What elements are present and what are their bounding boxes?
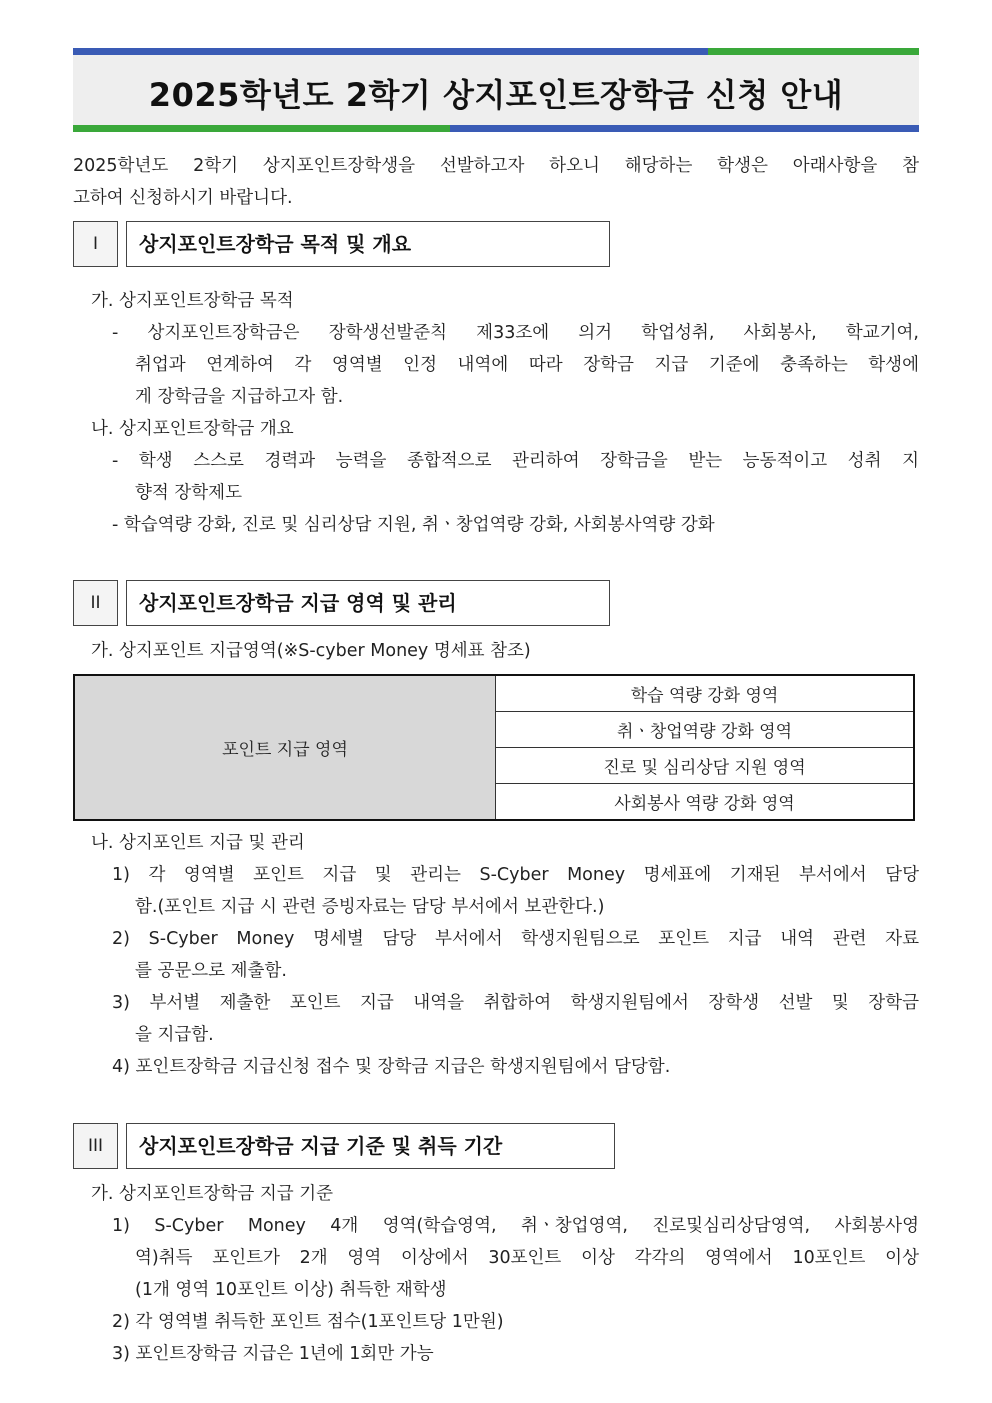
section-3-number: III (73, 1123, 118, 1169)
table-cell: 학습 역량 강화 영역 (496, 675, 915, 712)
section-2-title: 상지포인트장학금 지급 영역 및 관리 (126, 580, 610, 626)
table-cell: 취ㆍ창업역량 강화 영역 (496, 712, 915, 748)
point-area-table (73, 674, 915, 821)
intro-line-1: 2025학년도 2학기 상지포인트장학생을 선발하고자 하오니 해당하는 학생은 아래사항을 참 (73, 156, 919, 176)
table-header-cell: 포인트 지급 영역 (74, 675, 496, 820)
sec2-item-1-line1: 1) 각 영역별 포인트 지급 및 관리는 S-Cyber Money 명세표에 기재된 부서에서 담당 (112, 865, 919, 885)
title-banner (73, 48, 919, 132)
table-cell: 진로 및 심리상담 지원 영역 (496, 748, 915, 784)
sec3-item-1-line3: (1개 영역 10포인트 이상) 취득한 재학생 (135, 1280, 447, 1300)
sec3-item-3: 3) 포인트장학금 지급은 1년에 1회만 가능 (112, 1344, 434, 1364)
sec2-item-2-line2: 를 공문으로 제출함. (135, 961, 287, 981)
sec3-item-1-line2: 역)취득 포인트가 2개 영역 이상에서 30포인트 이상 각각의 영역에서 10포인트 이상 (135, 1248, 919, 1268)
sec2-item-3-line1: 3) 부서별 제출한 포인트 지급 내역을 취합하여 학생지원팀에서 장학생 선발 및 장학금 (112, 993, 919, 1013)
sec3-item-2: 2) 각 영역별 취득한 포인트 점수(1포인트당 1만원) (112, 1312, 504, 1332)
sec1-item-a-line3: 게 장학금을 지급하고자 함. (135, 387, 344, 407)
sec1-item-b-line2: 향적 장학제도 (135, 483, 242, 503)
sec3-item-1-line1: 1) S-Cyber Money 4개 영역(학습영역, 취ㆍ창업영역, 진로및심리상담영역, 사회봉사영 (112, 1216, 919, 1236)
sec1-item-b-line3: - 학습역량 강화, 진로 및 심리상담 지원, 취ㆍ창업역량 강화, 사회봉사역량 강화 (112, 515, 715, 535)
sec1-item-b-line1: - 학생 스스로 경력과 능력을 종합적으로 관리하여 장학금을 받는 능동적이고 성취 지 (112, 451, 919, 471)
section-3-title: 상지포인트장학금 지급 기준 및 취득 기간 (126, 1123, 615, 1169)
bottom-blue-bar (450, 125, 919, 132)
top-blue-bar (73, 48, 708, 55)
sec2-item-4: 4) 포인트장학금 지급신청 접수 및 장학금 지급은 학생지원팀에서 담당함. (112, 1057, 671, 1077)
sec2-item-1-line2: 함.(포인트 지급 시 관련 증빙자료는 담당 부서에서 보관한다.) (135, 897, 605, 917)
sec3-item-a: 가. 상지포인트장학금 지급 기준 (91, 1184, 334, 1204)
section-1-title: 상지포인트장학금 목적 및 개요 (126, 221, 610, 267)
sec1-item-a-line2: 취업과 연계하여 각 영역별 인정 내역에 따라 장학금 지급 기준에 충족하는 학생에 (135, 355, 919, 375)
bottom-green-bar (73, 125, 450, 132)
sec2-item-b: 나. 상지포인트 지급 및 관리 (91, 833, 305, 853)
top-green-bar (708, 48, 919, 55)
table-row (74, 675, 914, 712)
sec2-item-3-line2: 을 지급함. (135, 1025, 214, 1045)
sec2-item-a: 가. 상지포인트 지급영역(※S-cyber Money 명세표 참조) (91, 641, 531, 661)
section-1-number: I (73, 221, 118, 267)
table-cell: 사회봉사 역량 강화 영역 (496, 784, 915, 821)
sec2-item-2-line1: 2) S-Cyber Money 명세별 담당 부서에서 학생지원팀으로 포인트 지급 내역 관련 자료 (112, 929, 919, 949)
sec1-item-b: 나. 상지포인트장학금 개요 (91, 419, 294, 439)
intro-line-2: 고하여 신청하시기 바랍니다. (73, 188, 293, 208)
section-2-number: II (73, 580, 118, 626)
page-title: 2025학년도 2학기 상지포인트장학금 신청 안내 (148, 76, 844, 114)
sec1-item-a-line1: - 상지포인트장학금은 장학생선발준칙 제33조에 의거 학업성취, 사회봉사, 학교기여, (112, 323, 919, 343)
sec1-item-a: 가. 상지포인트장학금 목적 (91, 291, 294, 311)
